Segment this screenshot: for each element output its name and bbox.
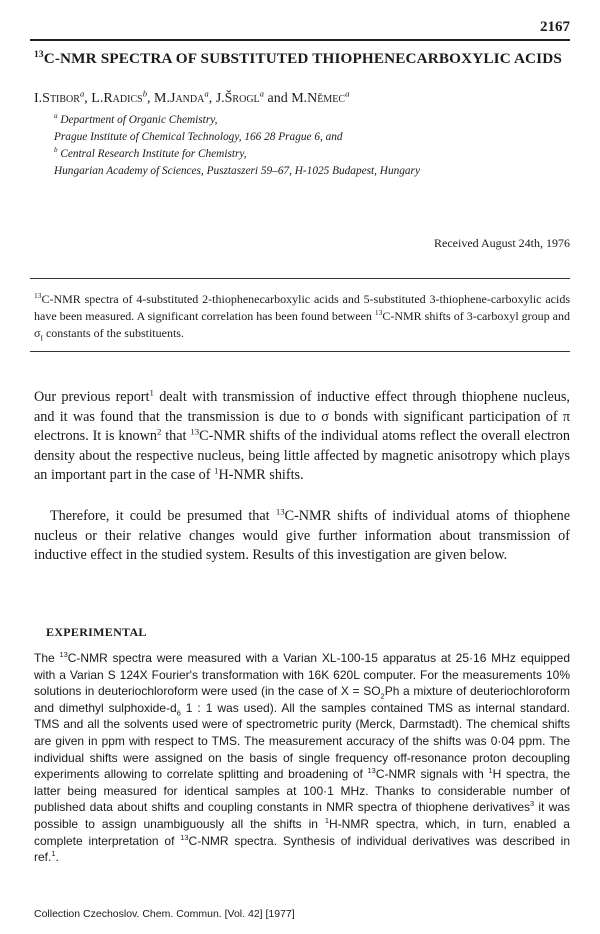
section-heading-experimental: EXPERIMENTAL [46, 625, 147, 639]
superscript: 13 [190, 426, 200, 437]
experimental-paragraph [34, 650, 570, 866]
affiliation-text: Department of Organic Chemistry, [60, 114, 218, 126]
title-text: C-NMR SPECTRA OF SUBSTITUTED THIOPHENECARBOXYLIC ACIDS [43, 50, 562, 67]
superscript: 13 [374, 308, 383, 317]
affiliation-mark: a [54, 112, 58, 121]
header-rule [30, 39, 570, 41]
title-isotope-superscript: 13 [34, 49, 44, 60]
author-separator: , [84, 91, 92, 106]
subscript: 6 [176, 708, 181, 718]
superscript: 13 [180, 832, 189, 842]
body-text: C-NMR signals with [375, 767, 489, 782]
article-title [34, 50, 580, 68]
author-name: L.Radics [91, 91, 143, 106]
intro-paragraph-2 [34, 507, 570, 566]
body-text: that [161, 428, 191, 444]
body-text: Ph a mixture of deuteriochloroform and dimethyl sulphoxide-d [34, 684, 570, 715]
citation-superscript: 2 [156, 426, 162, 437]
body-text: The [34, 651, 60, 665]
affiliation-a-line1 [54, 114, 217, 126]
author-affiliation-mark: a [259, 88, 264, 99]
body-text: . [55, 850, 59, 865]
body-text: it was possible to assign unambiguously all the shifts in [34, 800, 570, 831]
author-affiliation-mark: a [345, 88, 350, 99]
superscript: 13 [275, 506, 285, 517]
affiliation-mark: b [54, 146, 58, 155]
page-number: 2167 [540, 19, 570, 35]
author-separator: , [147, 91, 155, 106]
body-text: 1 : 1 was used). All the samples contained TMS as internal standard. TMS and all the solvents used were of spectrometric purity (Merck, Darmstadt). The chemical shifts are given in ppm with respect to TMS. The measurement accuracy of the shifts was 0·04 ppm. The individual shifts were assigned on the basis of single frequency off-resonance proton decoupling experiments allowing to correlate splitting and broadening of [34, 700, 570, 782]
body-text: H spectra, the latter being measured for identical samples at 100·1 MHz. Thanks to considerable number of published data about shifts and coupling constants in NMR spectra of thiophene derivatives [34, 767, 571, 815]
author-name: M.Janda [154, 91, 205, 106]
citation-superscript: 1 [149, 387, 154, 398]
superscript: 13 [59, 650, 68, 659]
author-name: M.Němec [291, 91, 346, 106]
affiliation-b-line1 [54, 148, 247, 160]
superscript: 13 [34, 291, 42, 300]
author-name: I.Stibor [34, 91, 80, 106]
citation-superscript: 3 [530, 799, 535, 809]
author-affiliation-mark: a [79, 88, 85, 99]
author-separator: , [208, 91, 216, 106]
abstract [34, 291, 570, 342]
superscript: 1 [324, 815, 330, 825]
abstract-bottom-rule [30, 351, 570, 352]
superscript: 1 [488, 766, 493, 776]
abstract-text: C-NMR spectra of 4-substituted 2-thiophenecarboxylic acids and 5-substituted 3-thiophene-carboxylic acids have been measured. A significant correlation has been found between [34, 292, 570, 323]
affiliation-b-line2: Hungarian Academy of Sciences, Pusztaszeri 59–67, H-1025 Budapest, Hungary [54, 165, 420, 177]
received-date: Received August 24th, 1976 [434, 236, 570, 250]
intro-paragraph-1 [34, 388, 570, 486]
abstract-top-rule [30, 278, 570, 279]
body-text: C-NMR shifts of the individual atoms reflect the overall electron density about the respective nucleus, being little affected by magnetic anisotropy which plays an important part in the case of [34, 428, 570, 483]
abstract-text: constants of the substituents. [42, 326, 184, 340]
affiliation-text: Central Research Institute for Chemistry, [60, 148, 247, 160]
body-text: H-NMR spectra, which, in turn, enabled a complete interpretation of [34, 816, 570, 848]
author-affiliation-mark: b [142, 88, 148, 99]
citation-superscript: 1 [51, 849, 56, 859]
author-name: J.Šrogl [215, 91, 260, 106]
body-text: dealt with transmission of inductive effect through thiophene nucleus, and it was found that the transmission is due to σ bonds with significant participation of π electrons. It is known [34, 389, 570, 444]
body-text: H-NMR shifts. [218, 467, 304, 483]
body-text: C-NMR shifts of individual atoms of thiophene nucleus or their relative changes would give further information about transmission of inductive effect in the studied system. Results of this investigation are given below. [34, 508, 570, 563]
body-text: Our previous report [34, 389, 150, 405]
author-affiliation-mark: a [204, 88, 209, 99]
superscript: 1 [214, 465, 219, 476]
superscript: 13 [367, 766, 376, 776]
affiliation-a-line2: Prague Institute of Chemical Technology, 166 28 Prague 6, and [54, 131, 343, 143]
subscript: 2 [380, 691, 385, 701]
body-text: Therefore, it could be presumed that [50, 508, 276, 524]
body-text: C-NMR spectra were measured with a Varian XL-100-15 apparatus at 25·16 MHz equipped with a Varian S 124X Fourier's transformation with 16K 620L computer. For the measurements 10% solutions in deuteriochloroform were used (in the case of X = SO [34, 651, 571, 699]
author-list [34, 88, 350, 107]
author-separator: and [264, 91, 292, 106]
abstract-text: C-NMR shifts of 3-carboxyl group and σ [34, 309, 571, 340]
subscript: I [40, 333, 43, 343]
journal-footer: Collection Czechoslov. Chem. Commun. [Vol. 42] [1977] [34, 908, 295, 920]
body-text: C-NMR spectra. Synthesis of individual derivatives was described in ref. [34, 833, 571, 865]
